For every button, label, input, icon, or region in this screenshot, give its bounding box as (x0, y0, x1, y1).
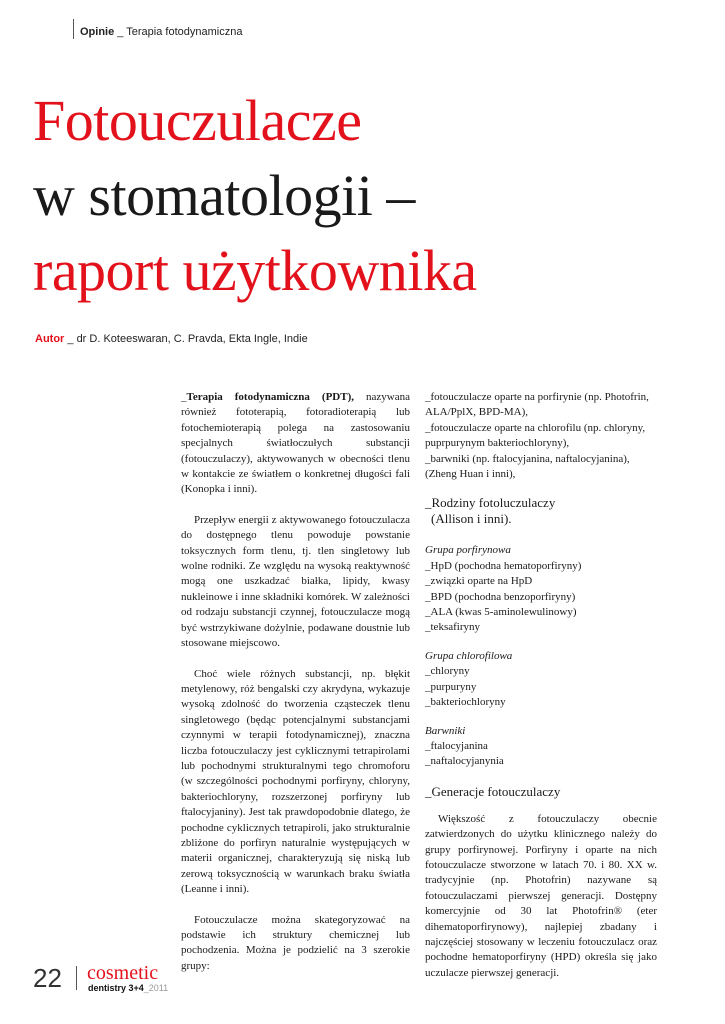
magazine-sub: dentistry 3+4 (88, 983, 144, 993)
running-header (80, 26, 242, 38)
header-separator: _ (114, 26, 127, 38)
list-marker: _ (425, 452, 431, 465)
list-item (425, 620, 657, 635)
list-item (425, 695, 657, 710)
group-dyes-list (425, 739, 657, 770)
paragraph-3: Choć wiele różnych substancji, np. błękit metylenowy, róż bengalski czy akrydyna, wykazuje wysoką zdolność do tworzenia cząsteczek tlenu singletowego (będąc potencjalnymi substancjami czynnymi w terapii fotodynamicznej), znaczna liczba fotouczulaczy jest cyklicznymi tetrapirolami lub pochodnymi strukturalnymi tego chromoforu (w szczególności pochodnymi porfiryny, chloryny, bakteriochloryny, rozszerzonej porfiryny lub ftalocyjaniny). Jest tak prawdopodobnie dlatego, że pochodne cyklicznych tetrapiroli, jako strukturalnie zbliżone do porfiryn naturalnie występujących w materii organicznej, charakteryzują się niską lub zerową toksycznością w warunkach braku światła (Leanne i inni). (181, 667, 410, 896)
author-line (35, 333, 308, 345)
list-item (425, 452, 657, 483)
magazine-year: _2011 (143, 983, 169, 993)
intro-term: Terapia fotodynamiczna (PDT), (186, 391, 355, 403)
list-marker: _ (425, 606, 431, 619)
list-item (425, 605, 657, 620)
column-left (181, 390, 410, 989)
list-item-text: bakteriochloryny (430, 696, 506, 709)
list-item-text: barwniki (np. ftalocyjanina, naftalocyjanina), (Zheng Huan i inni), (425, 452, 630, 481)
list-marker: _ (425, 755, 431, 768)
title-line-3: raport użytkownika (33, 238, 477, 303)
list-item-text: naftalocyjanynia (430, 755, 504, 768)
groups-list (425, 390, 657, 482)
list-marker: _ (425, 559, 431, 572)
group-porphyrin-list (425, 559, 657, 636)
page-number: 22 (33, 963, 62, 993)
column-right (425, 390, 657, 981)
list-item-text: BPD (pochodna benzoporfiryny) (430, 590, 576, 603)
list-item (425, 559, 657, 574)
list-item-text: chloryny (430, 665, 470, 678)
list-item (425, 590, 657, 605)
list-item (425, 754, 657, 769)
list-marker: _ (425, 421, 431, 434)
list-marker: _ (425, 680, 431, 693)
list-item-text: ALA (kwas 5-aminolewulinowy) (430, 606, 577, 619)
title-line-2: w stomatologii – (33, 163, 415, 228)
list-item (425, 664, 657, 679)
title-line-1: Fotouczulacze (33, 88, 362, 153)
author-separator: _ (64, 333, 77, 345)
paragraph-4: Fotouczulacze można skategoryzować na podstawie ich struktury chemicznej lub pochodzenia. Można je podzielić na 3 szerokie grupy: (181, 913, 410, 972)
list-marker: _ (425, 665, 431, 678)
magazine-issue (88, 983, 168, 993)
list-marker: _ (425, 391, 431, 403)
list-item-text: purpuryny (430, 680, 477, 693)
intro-marker: _ (181, 391, 187, 403)
group-dyes-title: Barwniki (425, 724, 466, 737)
list-item-text: związki oparte na HpD (430, 575, 533, 588)
header-rule (73, 19, 74, 39)
subheading-generations: _Generacje fotouczulaczy (425, 783, 561, 799)
subheading-families (425, 495, 657, 527)
list-item (425, 390, 657, 421)
list-item (425, 574, 657, 589)
list-marker: _ (425, 696, 431, 709)
list-item (425, 680, 657, 695)
list-item-text: HpD (pochodna hematoporfiryny) (430, 559, 582, 572)
list-marker: _ (425, 739, 431, 752)
author-names: dr D. Koteeswaran, C. Pravda, Ekta Ingle, Indie (76, 333, 308, 345)
list-item-text: teksafiryny (430, 621, 480, 634)
list-item (425, 739, 657, 754)
list-item (425, 421, 657, 452)
list-item-text: fotouczulacze oparte na porfirynie (np. Photofrin, ALA/PplX, BPD-MA), (425, 391, 649, 419)
intro-rest: nazywana również fototerapią, fotoradioterapią lub fotochemioterapią polega na zastosowaniu specjalnych światłoczułych substancji (fotouczulaczy), aktywowanych w obecności tlenu w kontakcie ze światłem o konkretnej długości fali (Konopka i inni). (181, 391, 410, 496)
list-item-text: ftalocyjanina (430, 739, 488, 752)
subheading-families-line2: (Allison i inni). (431, 511, 512, 527)
footer-rule (76, 966, 77, 990)
subheading-families-line1: _Rodziny fotoluczulaczy (425, 495, 556, 511)
list-marker: _ (425, 590, 431, 603)
author-label: Autor (35, 333, 65, 345)
header-topic: Terapia fotodynamiczna (126, 26, 243, 38)
paragraph-2: Przepływ energii z aktywowanego fotouczulacza do dostępnego tlenu powoduje powstanie toksycznych form tlenu, tj. tlen singletowy lub wolne rodniki. Ze względu na wysoką reaktywność mogą one uszkadzać białka, lipidy, kwasy nukleinowe i inne składniki komórek. W zależności od rodzaju substancji czynnej, fotouczulacze mogą być wstrzykiwane dożylnie, podawane doustnie lub stosowane miejscowo. (181, 513, 410, 650)
list-marker: _ (425, 575, 431, 588)
paragraph-intro (181, 390, 410, 498)
group-chlorophyll-title: Grupa chlorofilowa (425, 649, 513, 662)
paragraph-generations: Większość z fotouczulaczy obecnie zatwierdzonych do użytku klinicznego należy do grupy porfirynowej. Porfiryny i oparte na nich fotouczulacze stworzone w latach 70. i 80. XX w. tradycyjnie (np. Photofrin) nazywane są fotouczulaczami pierwszej generacji. Dostępny komercyjnie od 30 lat Photofrin® (eter dihematoporfirynowy), najlepiej zbadany i najczęściej stosowany w leczeniu fotouczulacz oraz pochodne hematoporfiryny (HPD) określa się jako uczulacze pierwszej generacji. (425, 812, 657, 979)
list-item-text: fotouczulacze oparte na chlorofilu (np. chloryny, puprpurynym bakteriochloryny), (425, 421, 646, 450)
magazine-logo: cosmetic (87, 962, 159, 984)
group-porphyrin-title: Grupa porfirynowa (425, 544, 511, 557)
header-section: Opinie (80, 26, 115, 38)
group-chlorophyll-list (425, 664, 657, 710)
list-marker: _ (425, 621, 431, 634)
